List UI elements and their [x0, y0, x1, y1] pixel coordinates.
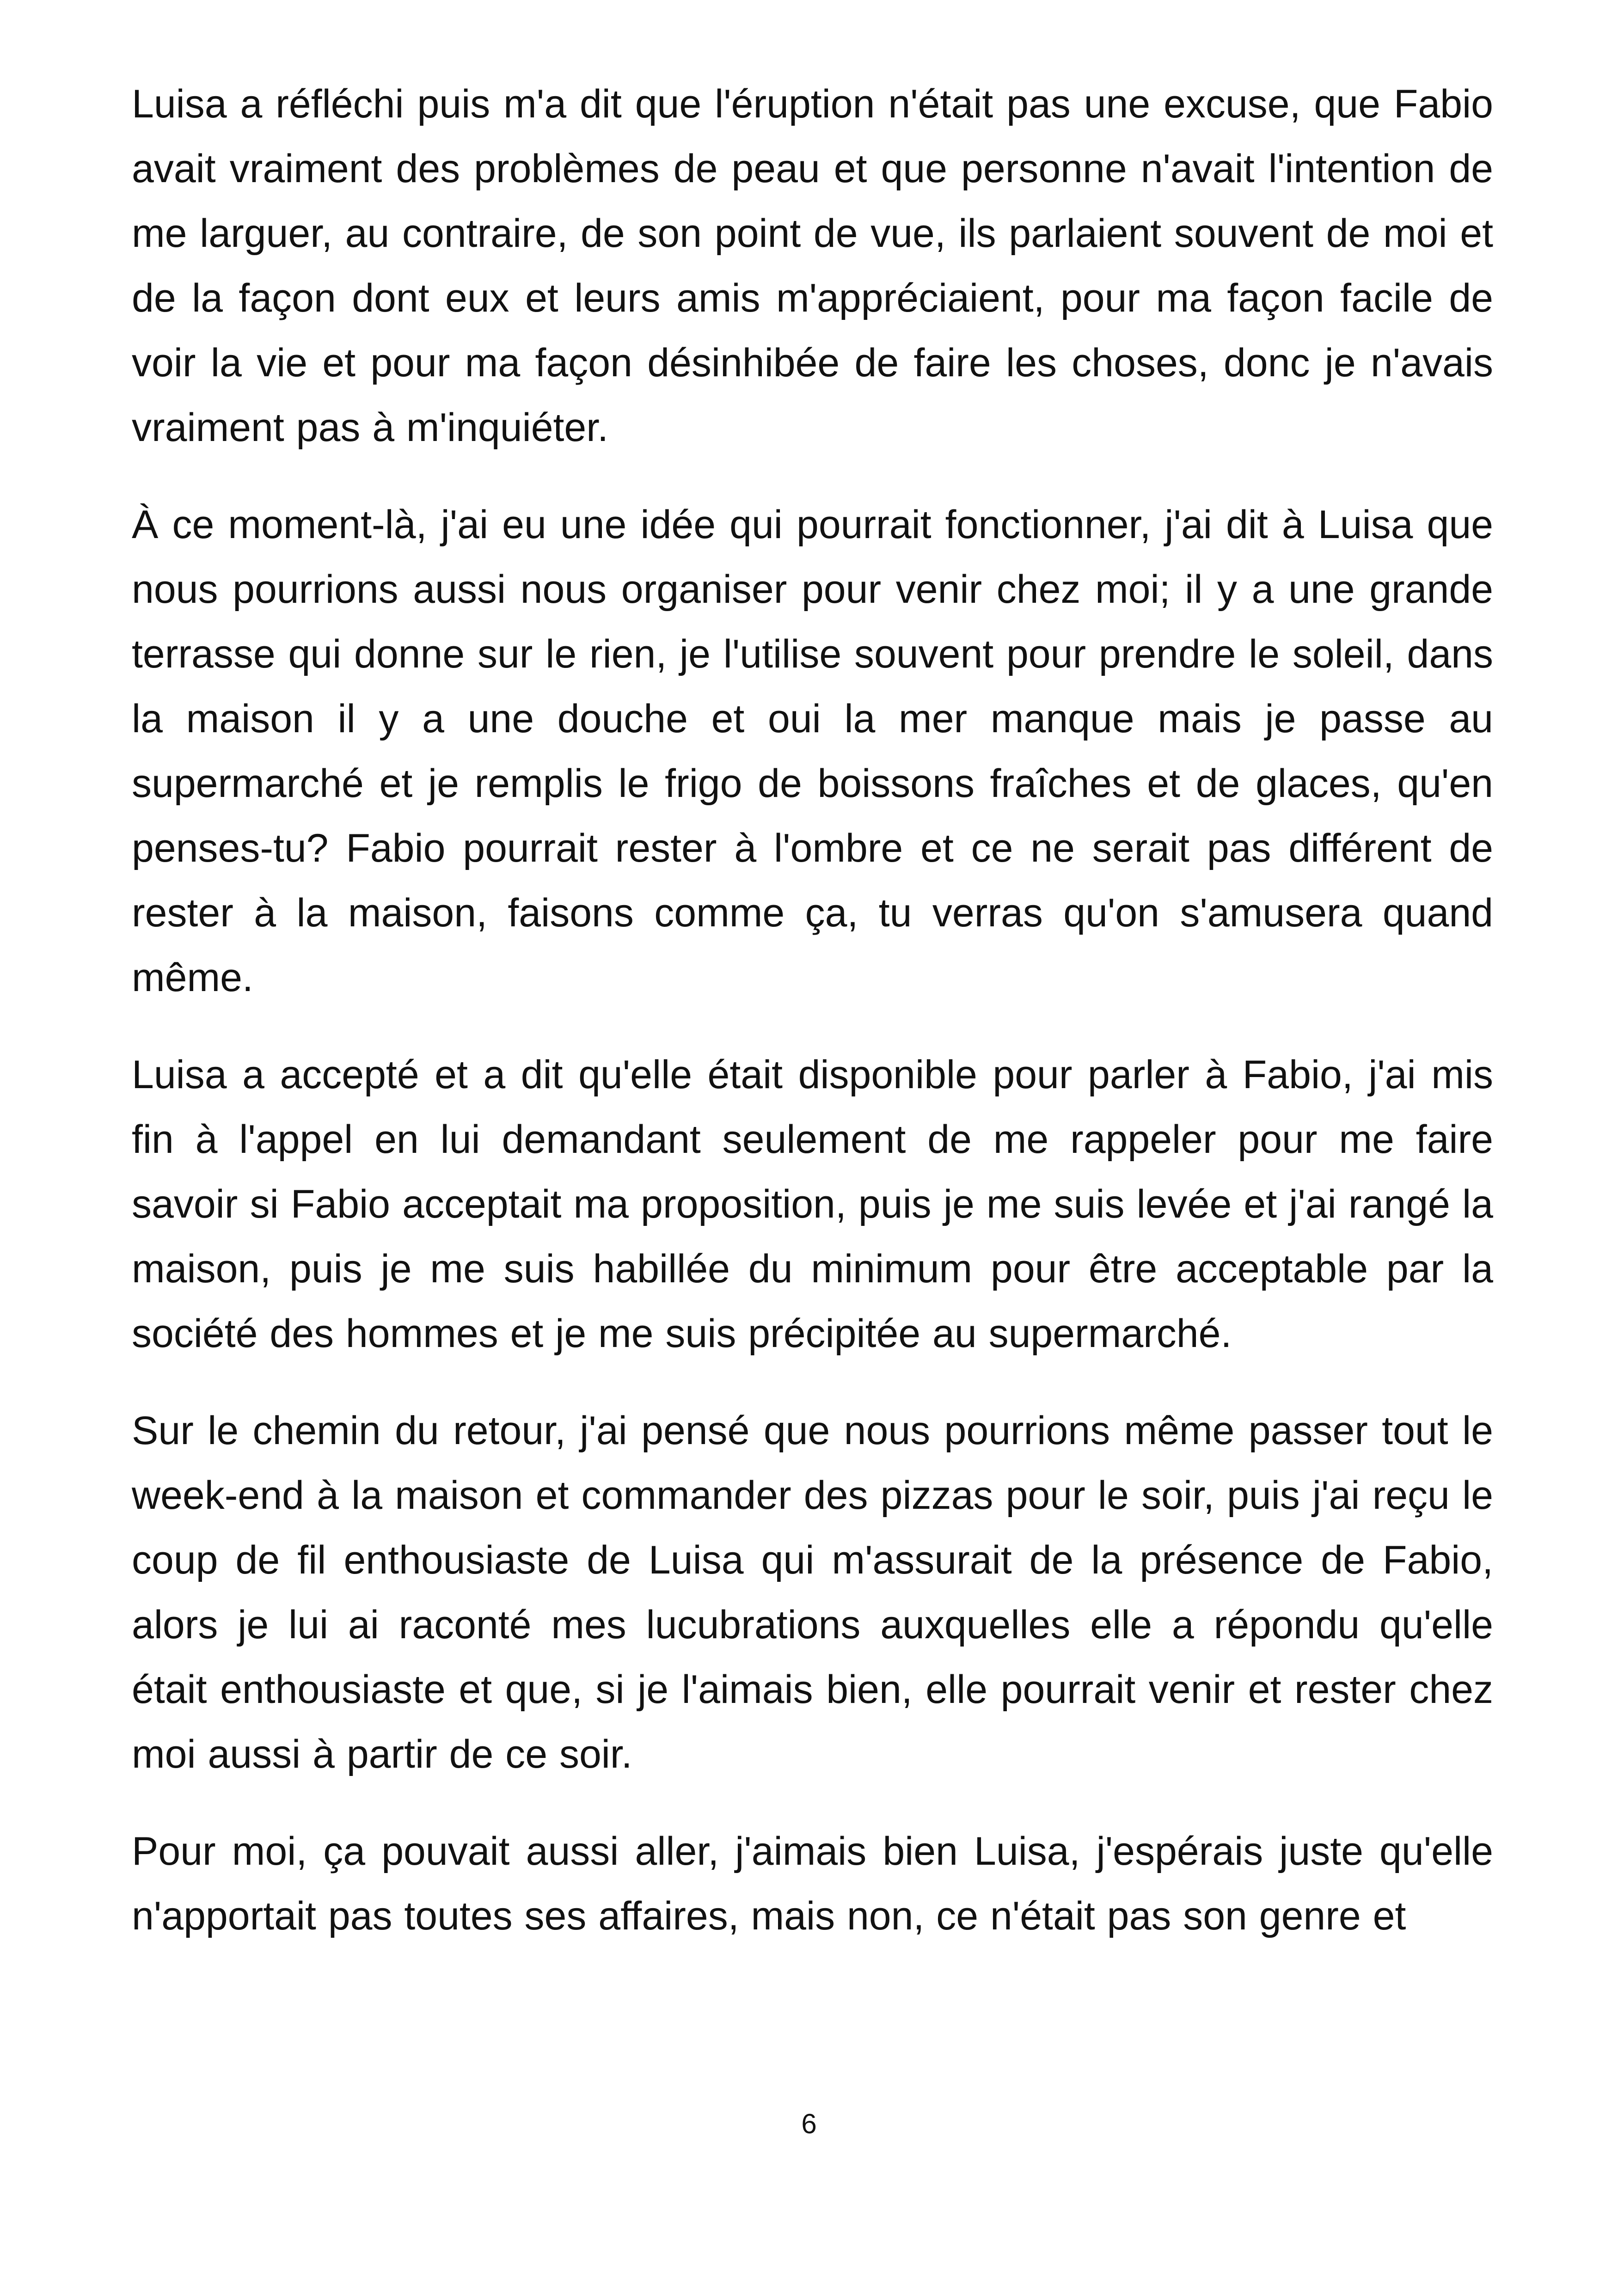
paragraph-5: Pour moi, ça pouvait aussi aller, j'aimais bien Luisa, j'espérais juste qu'elle n'apportait pas toutes ses affaires, mais non, ce n'était pas son genre et: [132, 1829, 1493, 1938]
page-number: 6: [801, 2108, 817, 2139]
page-body: [132, 72, 1493, 1981]
paragraph-3: Luisa a accepté et a dit qu'elle était disponible pour parler à Fabio, j'ai mis fin à l'appel en lui demandant seulement de me rappeler pour me faire savoir si Fabio acceptait ma proposition, puis je me suis levée et j'ai rangé la maison, puis je me suis habillée du minimum pour être acceptable par la société des hommes et je me suis précipitée au supermarché.: [132, 1053, 1493, 1356]
paragraph-4: Sur le chemin du retour, j'ai pensé que nous pourrions même passer tout le week-end à la maison et commander des pizzas pour le soir, puis j'ai reçu le coup de fil enthousiaste de Luisa qui m'assurait de la présence de Fabio, alors je lui ai raconté mes lucubrations auxquelles elle a répondu qu'elle était enthousiaste et que, si je l'aimais bien, elle pourrait venir et rester chez moi aussi à partir de ce soir.: [132, 1408, 1493, 1776]
paragraph-1: Luisa a réfléchi puis m'a dit que l'éruption n'était pas une excuse, que Fabio avait vraiment des problèmes de peau et que personne n'avait l'intention de me larguer, au contraire, de son point de vue, ils parlaient souvent de moi et de la façon dont eux et leurs amis m'appréciaient, pour ma façon facile de voir la vie et pour ma façon désinhibée de faire les choses, donc je n'avais vraiment pas à m'inquiéter.: [132, 82, 1493, 450]
paragraph-2: À ce moment-là, j'ai eu une idée qui pourrait fonctionner, j'ai dit à Luisa que nous pourrions aussi nous organiser pour venir chez moi; il y a une grande terrasse qui donne sur le rien, je l'utilise souvent pour prendre le soleil, dans la maison il y a une douche et oui la mer manque mais je passe au supermarché et je remplis le frigo de boissons fraîches et de glaces, qu'en penses-tu? Fabio pourrait rester à l'ombre et ce ne serait pas différent de rester à la maison, faisons comme ça, tu verras qu'on s'amusera quand même.: [132, 502, 1493, 1000]
